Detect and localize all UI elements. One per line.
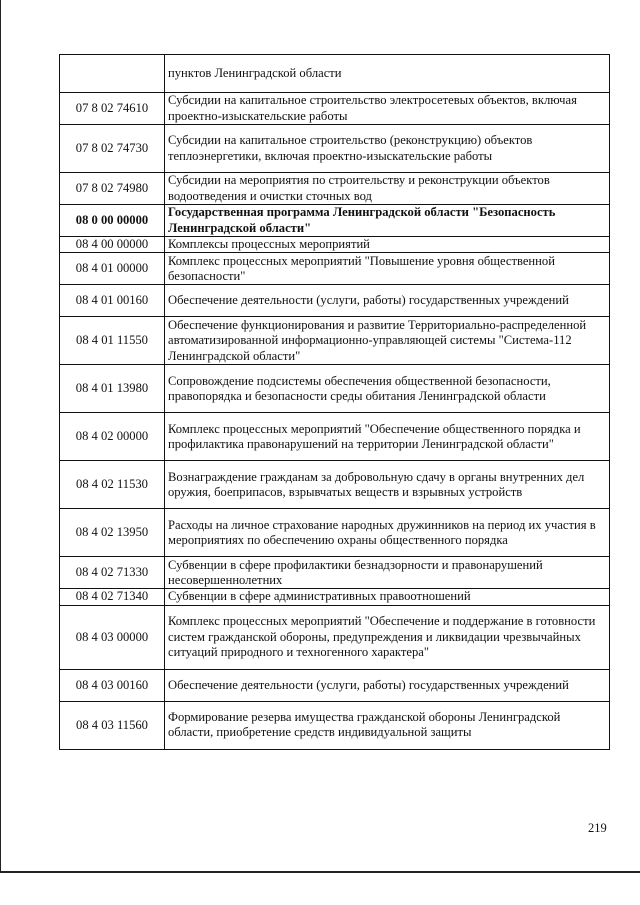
classification-code-cell: 08 4 03 00000 — [60, 605, 165, 669]
expenditure-description-cell: Обеспечение деятельности (услуги, работы) государственных учреждений — [165, 285, 610, 317]
expenditure-description-cell: Формирование резерва имущества гражданской обороны Ленинградской области, приобретение средств индивидуальной защиты — [165, 701, 610, 749]
table-row — [60, 589, 610, 605]
table-row — [60, 285, 610, 317]
table-row — [60, 669, 610, 701]
expenditure-description-cell: Комплекс процессных мероприятий "Обеспечение и поддержание в готовности систем гражданской обороны, предупреждения и ликвидации чрезвычайных ситуаций природного и техногенного характера" — [165, 605, 610, 669]
classification-code-cell: 07 8 02 74730 — [60, 125, 165, 173]
classification-code-cell: 08 4 01 13980 — [60, 365, 165, 413]
classification-code-cell: 08 0 00 00000 — [60, 205, 165, 237]
classification-code-cell: 08 4 01 00160 — [60, 285, 165, 317]
classification-code-cell: 08 4 02 71330 — [60, 557, 165, 589]
budget-classification-table — [59, 54, 610, 750]
table-row — [60, 557, 610, 589]
page-number: 219 — [588, 821, 607, 835]
expenditure-description-cell: Сопровождение подсистемы обеспечения общественной безопасности, правопорядка и безопасности среды обитания Ленинградской области — [165, 365, 610, 413]
table-row — [60, 125, 610, 173]
expenditure-description-cell: Обеспечение деятельности (услуги, работы) государственных учреждений — [165, 669, 610, 701]
expenditure-description-cell: Субвенции в сфере профилактики безнадзорности и правонарушений несовершеннолетних — [165, 557, 610, 589]
table-row — [60, 173, 610, 205]
classification-code-cell — [60, 55, 165, 93]
expenditure-description-cell: Вознаграждение гражданам за добровольную сдачу в органы внутренних дел оружия, боеприпасов, взрывчатых веществ и взрывных устройств — [165, 461, 610, 509]
table-row — [60, 55, 610, 93]
expenditure-description-cell: пунктов Ленинградской области — [165, 55, 610, 93]
expenditure-description-cell: Государственная программа Ленинградской области "Безопасность Ленинградской области" — [165, 205, 610, 237]
classification-code-cell: 07 8 02 74610 — [60, 93, 165, 125]
table-row — [60, 237, 610, 253]
classification-code-cell: 08 4 03 00160 — [60, 669, 165, 701]
expenditure-description-cell: Субсидии на капитальное строительство (реконструкцию) объектов теплоэнергетики, включая проектно-изыскательские работы — [165, 125, 610, 173]
table-row — [60, 509, 610, 557]
classification-code-cell: 08 4 01 11550 — [60, 317, 165, 365]
expenditure-description-cell: Субсидии на капитальное строительство электросетевых объектов, включая проектно-изыскательские работы — [165, 93, 610, 125]
page-frame-left-border — [0, 0, 1, 872]
expenditure-description-cell: Комплекс процессных мероприятий "Повышение уровня общественной безопасности" — [165, 253, 610, 285]
expenditure-description-cell: Обеспечение функционирования и развитие Территориально-распределенной автоматизированной информационно-управляющей системы "Система-112 Ленинградской области" — [165, 317, 610, 365]
classification-code-cell: 08 4 03 11560 — [60, 701, 165, 749]
expenditure-description-cell: Субсидии на мероприятия по строительству и реконструкции объектов водоотведения и очистки сточных вод — [165, 173, 610, 205]
classification-code-cell: 08 4 01 00000 — [60, 253, 165, 285]
classification-code-cell: 07 8 02 74980 — [60, 173, 165, 205]
classification-code-cell: 08 4 02 13950 — [60, 509, 165, 557]
table-row — [60, 253, 610, 285]
table-row — [60, 317, 610, 365]
classification-code-cell: 08 4 00 00000 — [60, 237, 165, 253]
classification-code-cell: 08 4 02 11530 — [60, 461, 165, 509]
page-frame-bottom-border — [0, 871, 640, 873]
classification-code-cell: 08 4 02 00000 — [60, 413, 165, 461]
classification-code-cell: 08 4 02 71340 — [60, 589, 165, 605]
expenditure-description-cell: Расходы на личное страхование народных дружинников на период их участия в мероприятиях по обеспечению охраны общественного порядка — [165, 509, 610, 557]
table-row — [60, 701, 610, 749]
expenditure-description-cell: Субвенции в сфере административных правоотношений — [165, 589, 610, 605]
expenditure-description-cell: Комплексы процессных мероприятий — [165, 237, 610, 253]
table-row — [60, 365, 610, 413]
table-row — [60, 205, 610, 237]
table-row — [60, 605, 610, 669]
table-row — [60, 93, 610, 125]
expenditure-description-cell: Комплекс процессных мероприятий "Обеспечение общественного порядка и профилактика правонарушений на территории Ленинградской области" — [165, 413, 610, 461]
table-row — [60, 461, 610, 509]
table-row — [60, 413, 610, 461]
table-body — [60, 55, 610, 750]
